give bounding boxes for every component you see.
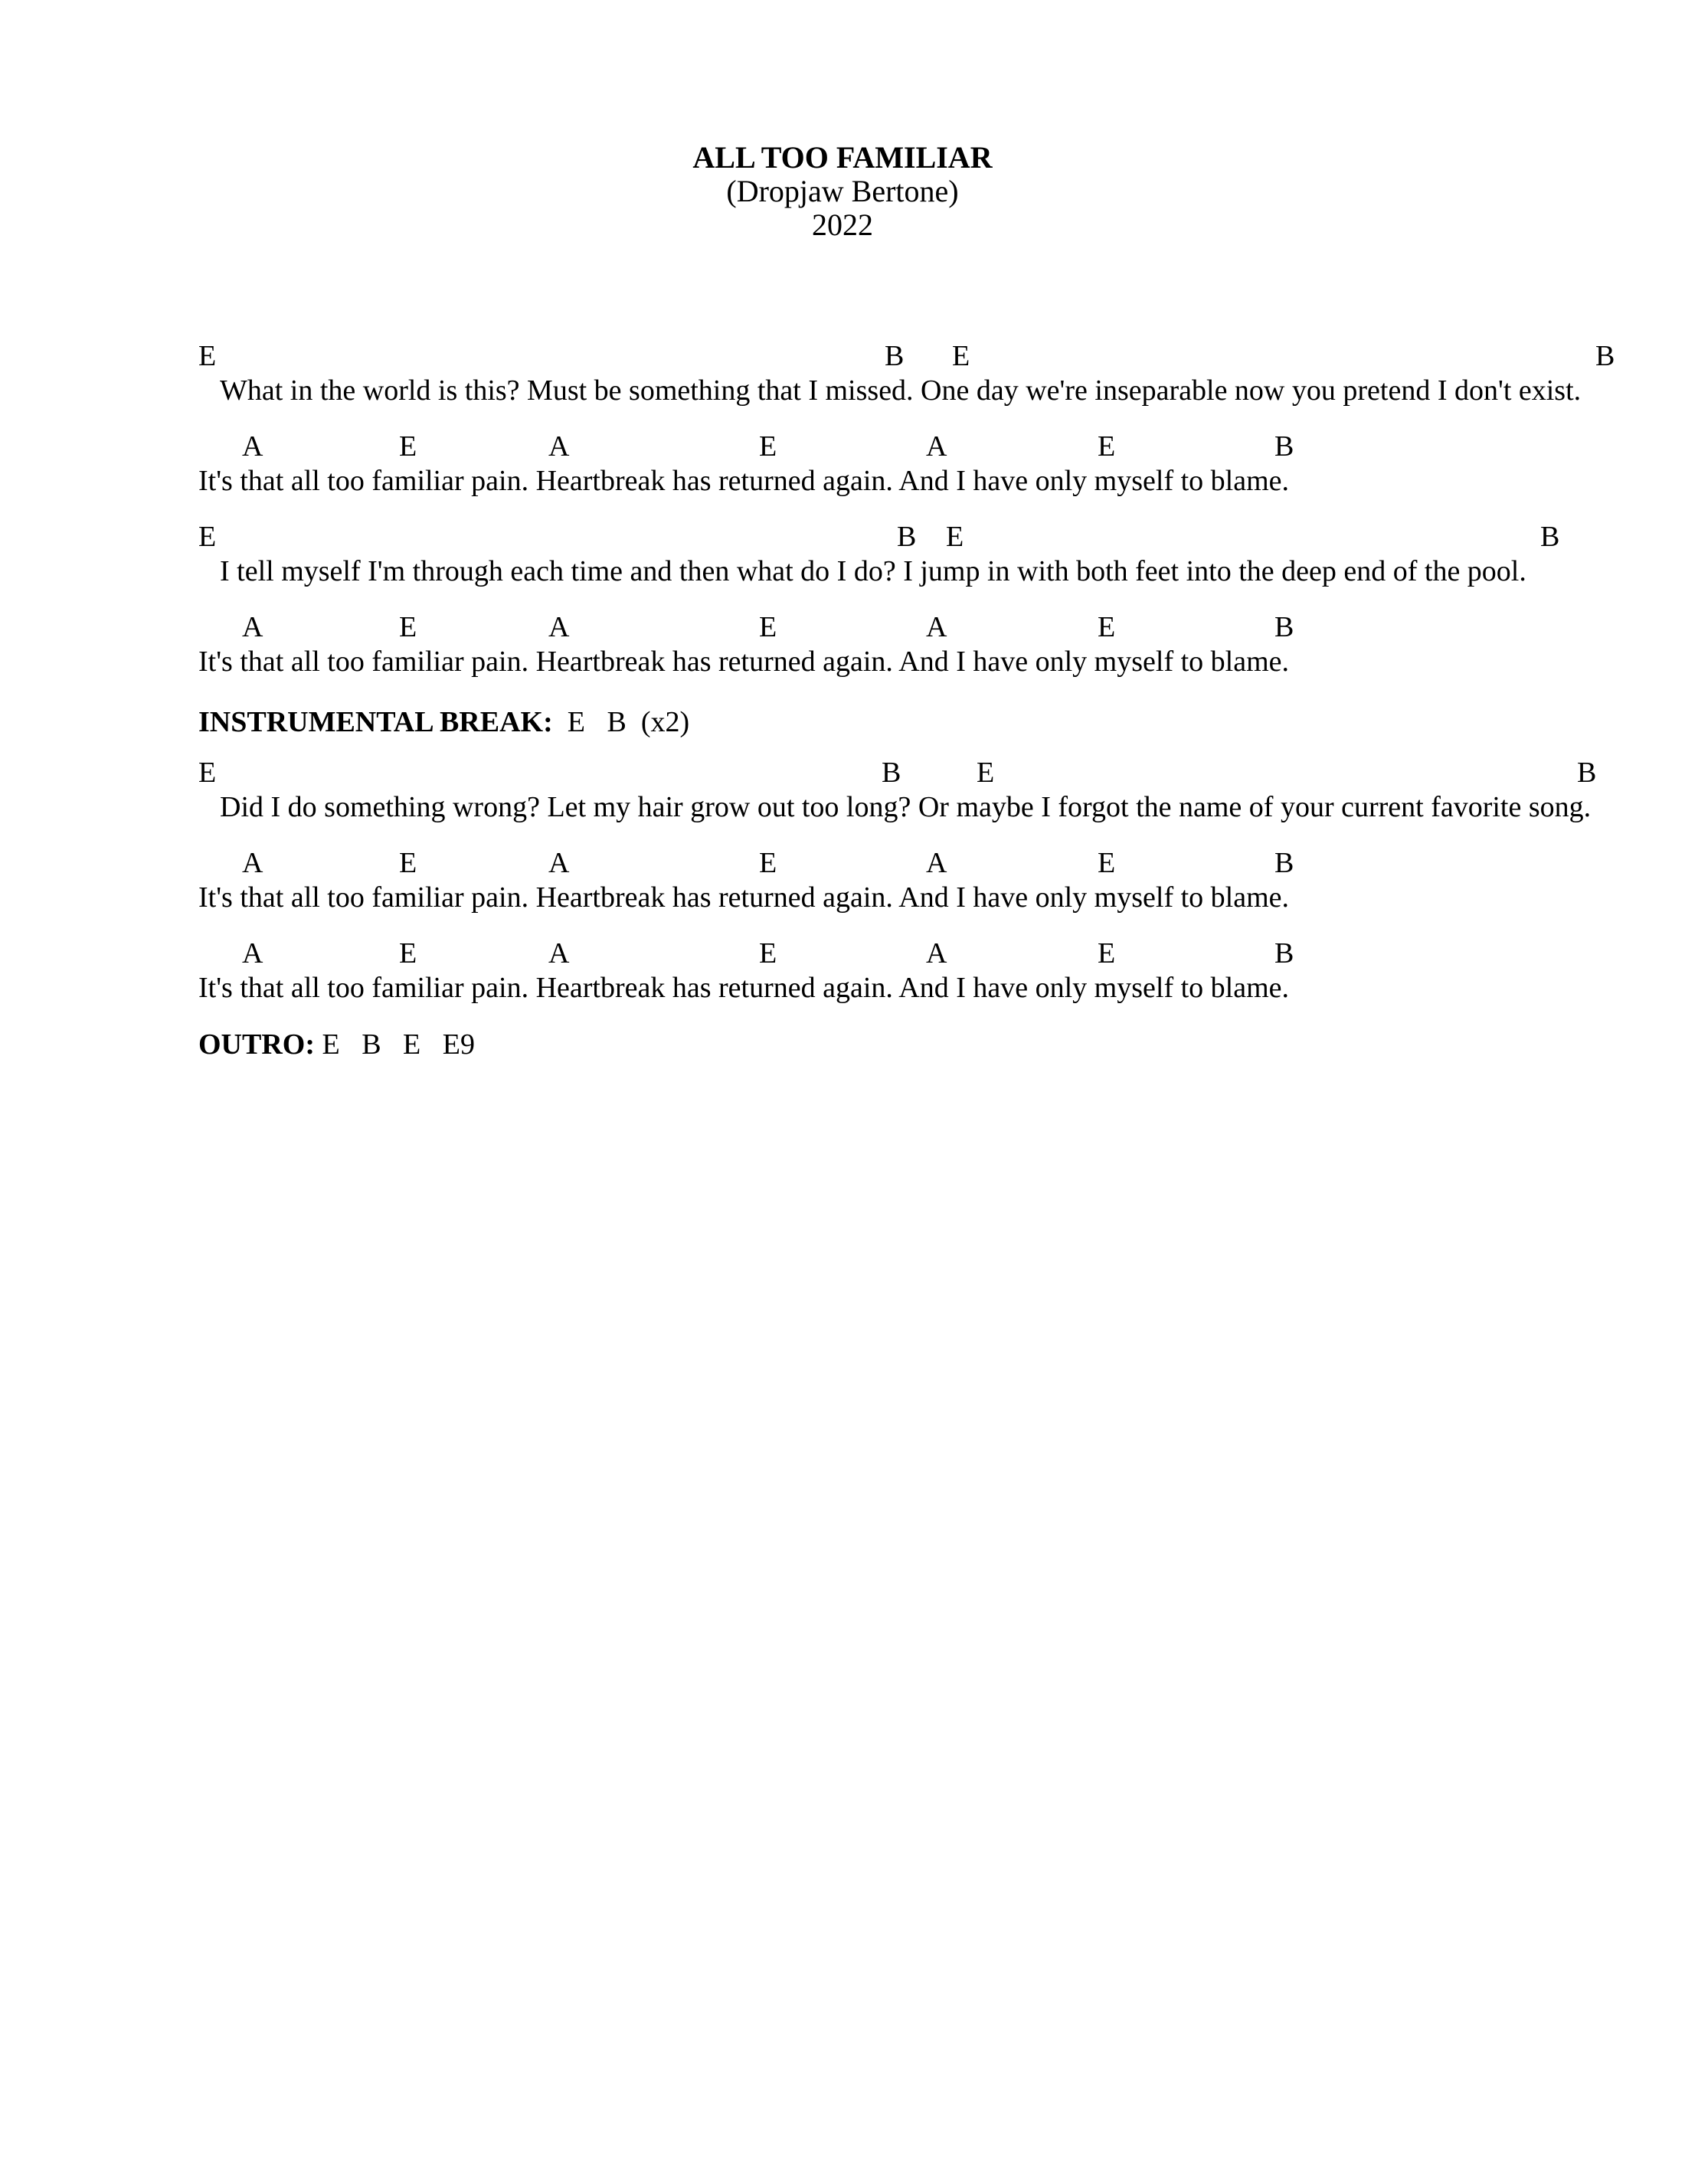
chord: A xyxy=(926,847,947,879)
chord: E xyxy=(952,340,970,372)
chord: E xyxy=(1098,937,1116,969)
chord: A xyxy=(548,611,570,643)
chord: A xyxy=(242,937,263,969)
chord: E xyxy=(399,847,417,879)
lyric-line: It's that all too familiar pain. Heartbreak has returned again. And I have only myself to blame. xyxy=(198,646,1289,678)
chord: E xyxy=(759,847,777,879)
chord: B xyxy=(1274,937,1294,969)
lyric-line: It's that all too familiar pain. Heartbreak has returned again. And I have only myself to blame. xyxy=(198,972,1289,1004)
instrumental-chords: E B (x2) xyxy=(552,706,690,738)
chord: E xyxy=(1098,847,1116,879)
outro-label: OUTRO: xyxy=(198,1028,315,1061)
chord: B xyxy=(1595,340,1615,372)
lyric-line: It's that all too familiar pain. Heartbreak has returned again. And I have only myself to blame. xyxy=(198,465,1289,497)
chord: A xyxy=(548,937,570,969)
chord: B xyxy=(882,757,901,789)
chord: E xyxy=(759,430,777,463)
chord: E xyxy=(759,937,777,969)
chord: E xyxy=(946,521,964,553)
chord: E xyxy=(399,611,417,643)
lyric-line: I tell myself I'm through each time and then what do I do? I jump in with both feet into the deep end of the pool. xyxy=(220,555,1526,587)
chord: E xyxy=(198,340,217,372)
song-year: 2022 xyxy=(812,208,873,242)
chord: A xyxy=(926,430,947,463)
chord: A xyxy=(926,611,947,643)
chord: B xyxy=(1274,430,1294,463)
chord: A xyxy=(242,847,263,879)
chord: A xyxy=(242,611,263,643)
lyric-line: It's that all too familiar pain. Heartbreak has returned again. And I have only myself to blame. xyxy=(198,881,1289,914)
instrumental-break xyxy=(198,705,689,739)
chord: A xyxy=(242,430,263,463)
chord: E xyxy=(198,757,217,789)
chord: B xyxy=(897,521,917,553)
chord: E xyxy=(1098,430,1116,463)
chord: A xyxy=(548,847,570,879)
chord: A xyxy=(548,430,570,463)
instrumental-label: INSTRUMENTAL BREAK: xyxy=(198,706,553,738)
lyric-line: Did I do something wrong? Let my hair grow out too long? Or maybe I forgot the name of your current favorite song. xyxy=(220,791,1592,823)
chord: B xyxy=(1540,521,1560,553)
chord: A xyxy=(926,937,947,969)
chord: E xyxy=(198,521,217,553)
lyric-line: What in the world is this? Must be something that I missed. One day we're inseparable now you pretend I don't exist. xyxy=(220,374,1582,407)
song-author: (Dropjaw Bertone) xyxy=(726,174,959,208)
chord: E xyxy=(759,611,777,643)
outro xyxy=(198,1028,475,1061)
chord: B xyxy=(1274,611,1294,643)
chord: E xyxy=(399,430,417,463)
chord: E xyxy=(977,757,995,789)
chord: E xyxy=(399,937,417,969)
chord: E xyxy=(1098,611,1116,643)
chord: B xyxy=(1577,757,1597,789)
song-title: ALL TOO FAMILIAR xyxy=(692,140,993,175)
outro-chords: E B E E9 xyxy=(315,1028,475,1061)
chord: B xyxy=(885,340,905,372)
chord: B xyxy=(1274,847,1294,879)
